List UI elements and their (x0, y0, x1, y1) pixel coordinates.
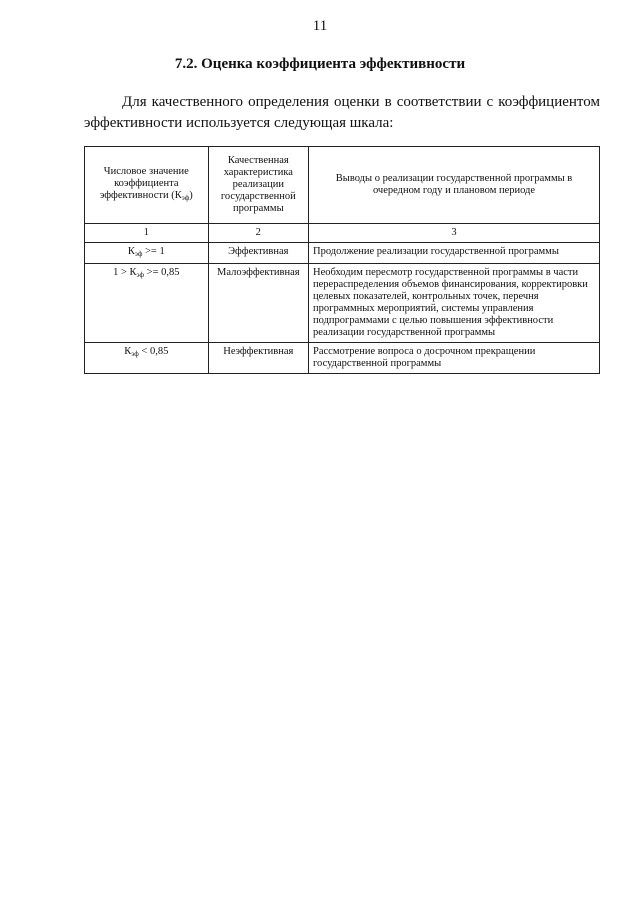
efficiency-scale-table (84, 146, 600, 374)
coefficient-sub: эф (134, 250, 143, 258)
coefficient-value (85, 264, 209, 343)
table-header-row (85, 147, 600, 224)
characteristic-cell: Эффективная (208, 243, 308, 264)
coefficient-suffix: < 0,85 (138, 346, 169, 357)
header-coefficient-close: ) (189, 190, 193, 201)
coefficient-suffix: >= 1 (142, 246, 165, 257)
conclusion-cell: Продолжение реализации государственной программы (309, 243, 600, 264)
column-number: 3 (309, 224, 600, 243)
coefficient-prefix: 1 > К (113, 267, 137, 278)
intro-paragraph: Для качественного определения оценки в соответствии с коэффициентом эффективности используется следующая шкала: (84, 94, 600, 131)
header-characteristic: Качественная характеристика реализации государственной программы (208, 147, 308, 224)
column-number-row (85, 224, 600, 243)
header-conclusion: Выводы о реализации государственной программы в очередном году и плановом периоде (309, 147, 600, 224)
coefficient-suffix: >= 0,85 (144, 267, 180, 278)
characteristic-cell: Неэффективная (208, 343, 308, 374)
section-title: 7.2. Оценка коэффициента эффективности (174, 56, 466, 72)
coefficient-prefix: К (124, 346, 132, 357)
conclusion-cell: Необходим пересмотр государственной программы в части перераспределения объемов финансирования, корректировки целевых показателей, контрольных точек, перечня программных мероприятий, системы управления подпрограммами с целью повышения эффективности реализации государственной программы (309, 264, 600, 343)
coefficient-value (85, 343, 209, 374)
column-number: 2 (208, 224, 308, 243)
coefficient-sub: эф (136, 271, 145, 279)
column-number: 1 (85, 224, 209, 243)
header-coefficient-text: Числовое значение коэффициента эффективности (К (99, 166, 189, 201)
table-row (85, 343, 600, 374)
page-number: 11 (312, 18, 328, 34)
conclusion-cell: Рассмотрение вопроса о досрочном прекращении государственной программы (309, 343, 600, 374)
header-coefficient-sub: эф (181, 194, 190, 202)
table-row (85, 264, 600, 343)
characteristic-cell: Малоэффективная (208, 264, 308, 343)
coefficient-sub: эф (131, 350, 139, 358)
header-coefficient (85, 147, 209, 224)
coefficient-value (85, 243, 209, 264)
coefficient-prefix: К (127, 246, 135, 257)
table-row (85, 243, 600, 264)
